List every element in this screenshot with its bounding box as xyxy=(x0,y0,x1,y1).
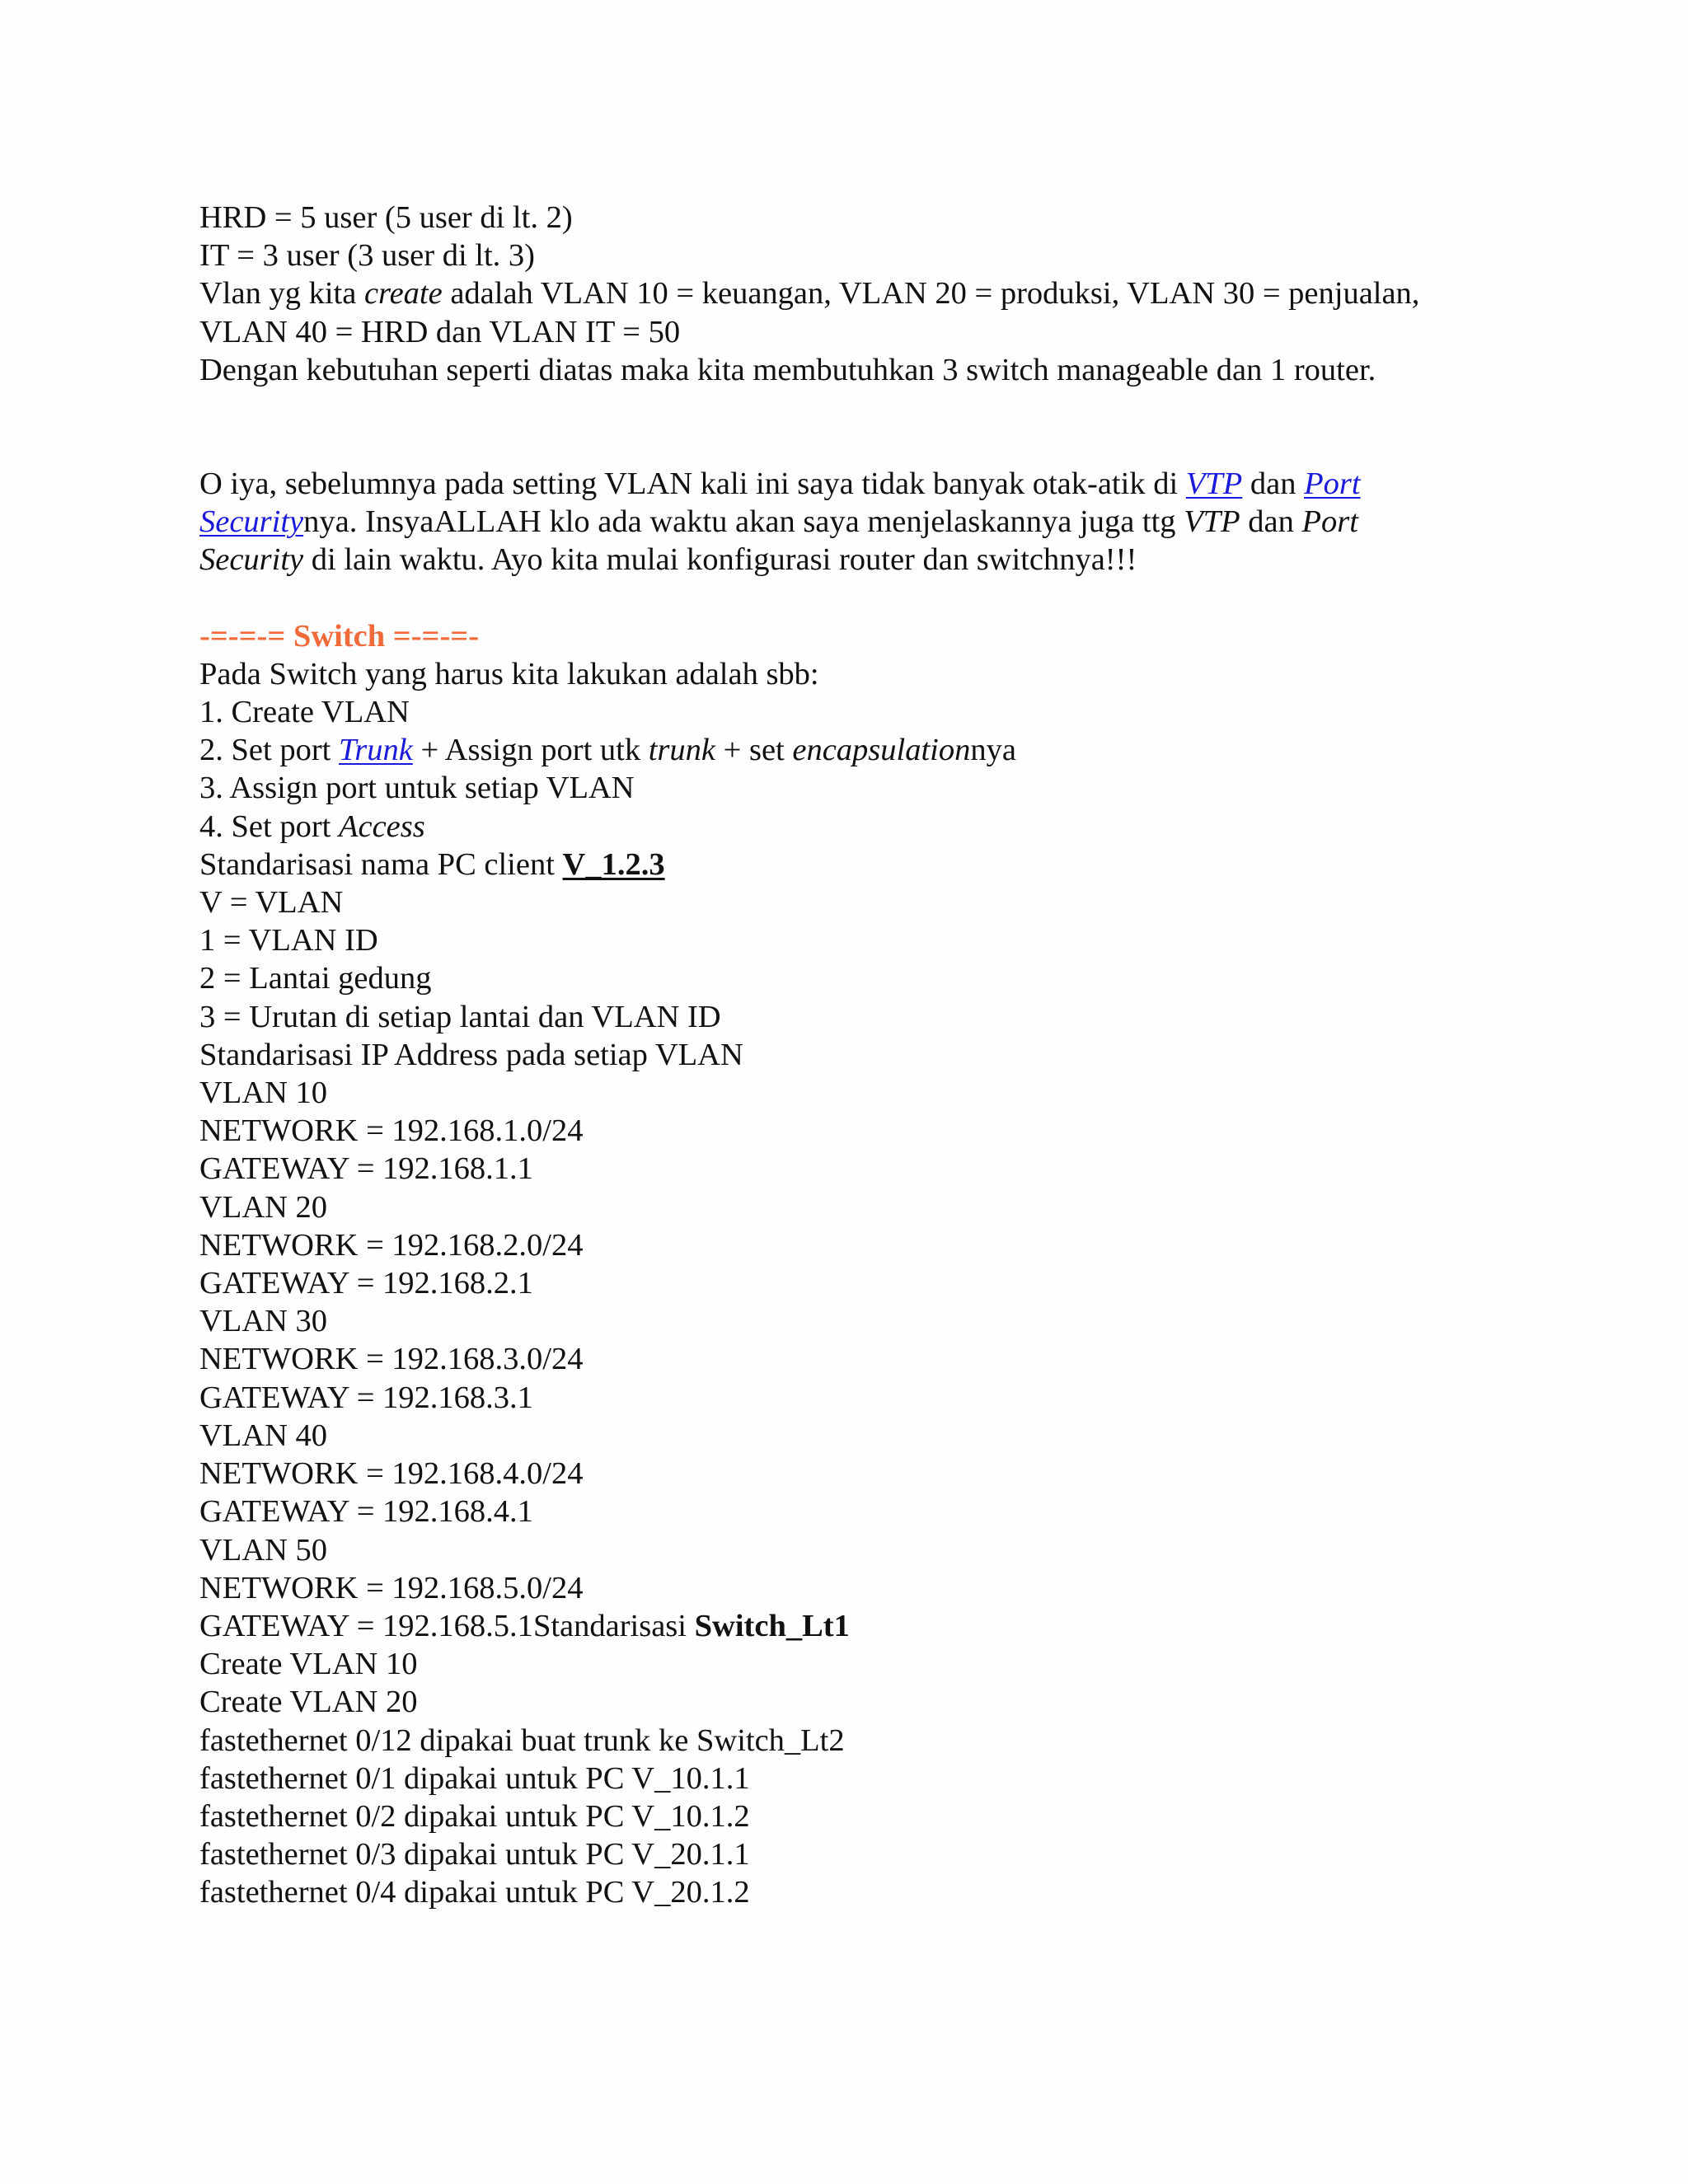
note-dan-2: dan xyxy=(1240,504,1302,540)
access-italic: Access xyxy=(338,808,425,844)
fe-0-12-line: fastethernet 0/12 dipakai buat trunk ke Switch_Lt2 xyxy=(199,1722,845,1758)
encapsulation-italic: encapsulation xyxy=(792,733,971,768)
note-line-3 xyxy=(199,541,1535,579)
trunk-link[interactable]: Trunk xyxy=(338,733,413,768)
step-2-mid-2: + set xyxy=(715,733,793,768)
note-line-2 xyxy=(199,503,1535,541)
vlan-50-network: NETWORK = 192.168.5.0/24 xyxy=(199,1570,584,1605)
v-definition: V = VLAN xyxy=(199,885,344,921)
step-2-suffix: nya xyxy=(970,733,1016,768)
it-line: IT = 3 user (3 user di lt. 3) xyxy=(199,238,535,274)
step-4-prefix: 4. Set port xyxy=(199,808,339,844)
vlan-create-line-2: VLAN 40 = HRD dan VLAN IT = 50 xyxy=(199,314,681,349)
vlan-create-suffix: adalah VLAN 10 = keuangan, VLAN 20 = produksi, VLAN 30 = penjualan, xyxy=(442,276,1420,312)
vlan-10-gateway: GATEWAY = 192.168.1.1 xyxy=(199,1151,533,1187)
switch-lt1-name: Switch_Lt1 xyxy=(694,1608,850,1643)
switch-heading: -=-=-= Switch =-=-=- xyxy=(199,618,480,654)
note-line-1 xyxy=(199,465,1535,503)
create-vlan-10: Create VLAN 10 xyxy=(199,1647,418,1682)
one-definition: 1 = VLAN ID xyxy=(199,923,378,958)
trunk-italic: trunk xyxy=(648,733,716,768)
vlan-40-network: NETWORK = 192.168.4.0/24 xyxy=(199,1456,584,1492)
std-name-prefix: Standarisasi nama PC client xyxy=(199,846,563,882)
step-4 xyxy=(199,808,1535,846)
vlan-20-gateway: GATEWAY = 192.168.2.1 xyxy=(199,1266,533,1301)
vlan-50-name: VLAN 50 xyxy=(199,1532,328,1568)
vlan-40-gateway: GATEWAY = 192.168.4.1 xyxy=(199,1494,533,1530)
vtp-link[interactable]: VTP xyxy=(1185,466,1243,502)
vlan-30-network: NETWORK = 192.168.3.0/24 xyxy=(199,1342,584,1377)
switch-intro: Pada Switch yang harus kita lakukan adalah sbb: xyxy=(199,656,819,691)
vlan-create-line xyxy=(199,274,1535,312)
spacer xyxy=(199,389,1535,465)
step-2 xyxy=(199,731,1535,769)
vlan-20-name: VLAN 20 xyxy=(199,1189,328,1225)
note-text-2: nya. InsyaALLAH klo ada waktu akan saya menjelaskannya juga ttg xyxy=(303,504,1184,540)
port-italic: Port xyxy=(1301,504,1358,540)
vlan-30-name: VLAN 30 xyxy=(199,1304,328,1339)
fe-0-4-line: fastethernet 0/4 dipakai untuk PC V_20.1.2 xyxy=(199,1875,750,1910)
spacer xyxy=(199,579,1535,617)
vlan-10-network: NETWORK = 192.168.1.0/24 xyxy=(199,1113,584,1149)
vlan-10-name: VLAN 10 xyxy=(199,1076,328,1111)
vlan-50-gateway-line xyxy=(199,1607,1535,1645)
step-2-mid: + Assign port utk xyxy=(412,733,649,768)
security-italic: Security xyxy=(199,542,304,578)
step-1: 1. Create VLAN xyxy=(199,695,410,730)
document-body xyxy=(199,199,1535,1912)
vlan-20-network: NETWORK = 192.168.2.0/24 xyxy=(199,1227,584,1263)
note-text: O iya, sebelumnya pada setting VLAN kali ini saya tidak banyak otak-atik di xyxy=(199,466,1186,502)
create-vlan-20: Create VLAN 20 xyxy=(199,1685,418,1720)
three-definition: 3 = Urutan di setiap lantai dan VLAN ID xyxy=(199,999,721,1034)
port-link[interactable]: Port xyxy=(1304,466,1361,502)
fe-0-2-line: fastethernet 0/2 dipakai untuk PC V_10.1.2 xyxy=(199,1798,750,1834)
std-ip-line: Standarisasi IP Address pada setiap VLAN xyxy=(199,1037,743,1072)
std-name-code: V_1.2.3 xyxy=(562,846,665,882)
step-3: 3. Assign port untuk setiap VLAN xyxy=(199,771,635,806)
create-word: create xyxy=(363,276,443,312)
std-name-line xyxy=(199,846,1535,883)
vtp-italic: VTP xyxy=(1184,504,1240,540)
hrd-line: HRD = 5 user (5 user di lt. 2) xyxy=(199,200,573,235)
note-dan: dan xyxy=(1242,466,1305,502)
note-text-3: di lain waktu. Ayo kita mulai konfigurasi router dan switchnya!!! xyxy=(303,542,1137,578)
fe-0-1-line: fastethernet 0/1 dipakai untuk PC V_10.1.1 xyxy=(199,1760,750,1796)
fe-0-3-line: fastethernet 0/3 dipakai untuk PC V_20.1.1 xyxy=(199,1837,750,1872)
std-switch-prefix: Standarisasi xyxy=(532,1608,695,1643)
need-line: Dengan kebutuhan seperti diatas maka kita membutuhkan 3 switch manageable dan 1 router. xyxy=(199,352,1376,387)
vlan-create-prefix: Vlan yg kita xyxy=(199,276,364,312)
vlan-40-name: VLAN 40 xyxy=(199,1418,328,1453)
two-definition: 2 = Lantai gedung xyxy=(199,961,432,996)
vlan-50-gateway: GATEWAY = 192.168.5.1 xyxy=(199,1608,533,1643)
security-link[interactable]: Security xyxy=(199,504,304,540)
step-2-prefix: 2. Set port xyxy=(199,733,339,768)
vlan-30-gateway: GATEWAY = 192.168.3.1 xyxy=(199,1380,533,1415)
